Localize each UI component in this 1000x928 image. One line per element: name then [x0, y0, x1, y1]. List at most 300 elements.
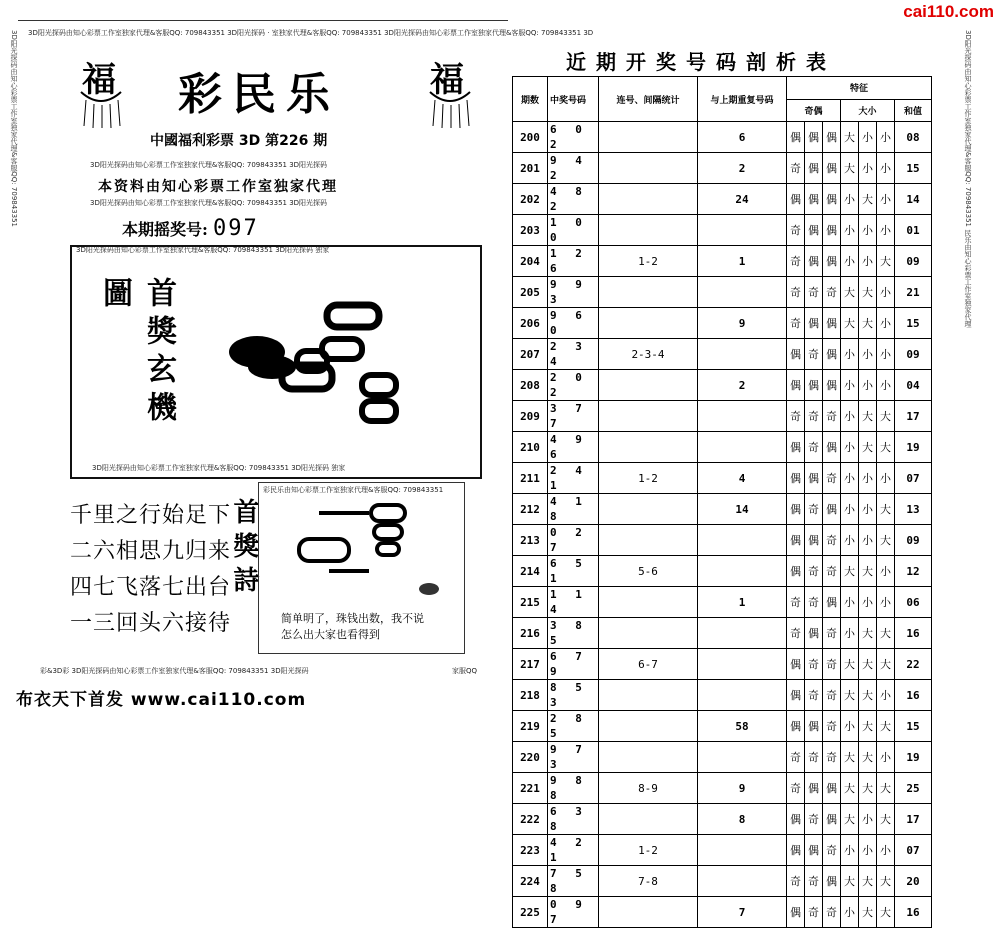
row-size: 大: [859, 618, 877, 649]
row-size: 小: [841, 835, 859, 866]
row-odd-even: 偶: [787, 680, 805, 711]
row-size: 大: [841, 277, 859, 308]
puzzle-vertical-title: 首獎玄機圖: [97, 277, 176, 429]
row-size: 小: [859, 246, 877, 277]
row-issue: 207: [513, 339, 548, 370]
row-odd-even: 奇: [787, 742, 805, 773]
row-repeat: [698, 680, 787, 711]
row-size: 小: [877, 742, 895, 773]
col-size: 大小: [841, 99, 895, 122]
poem-line: 二六相思九归来: [70, 539, 232, 564]
row-size: 大: [877, 432, 895, 463]
row-link: [599, 525, 698, 556]
row-link: 1-2: [599, 835, 698, 866]
row-odd-even: 奇: [805, 401, 823, 432]
row-sum: 09: [895, 339, 932, 370]
row-link: 1-2: [599, 246, 698, 277]
puzzle2-note-line: 简单明了，珠钱出数，我不说: [281, 612, 424, 625]
row-odd-even: 奇: [823, 556, 841, 587]
row-odd-even: 奇: [805, 804, 823, 835]
row-odd-even: 偶: [787, 804, 805, 835]
row-link: [599, 618, 698, 649]
row-number: 2 4 1: [548, 463, 599, 494]
row-size: 小: [877, 370, 895, 401]
col-sum: 和值: [895, 99, 932, 122]
table-row: [513, 773, 932, 804]
row-size: 大: [859, 680, 877, 711]
row-sum: 21: [895, 277, 932, 308]
row-number: 1 1 4: [548, 587, 599, 618]
puzzle-box: [70, 245, 482, 479]
row-odd-even: 偶: [805, 835, 823, 866]
row-issue: 205: [513, 277, 548, 308]
row-size: 大: [859, 897, 877, 928]
row-odd-even: 奇: [805, 897, 823, 928]
row-odd-even: 偶: [787, 897, 805, 928]
row-repeat: [698, 277, 787, 308]
row-number: 9 9 3: [548, 277, 599, 308]
row-issue: 217: [513, 649, 548, 680]
row-size: 小: [859, 339, 877, 370]
mini-banner: 3D阳光探码由知心彩票工作室独家代理&客服QQ: 709843351 3D阳光探码: [90, 161, 328, 169]
row-repeat: [698, 556, 787, 587]
row-odd-even: 奇: [805, 680, 823, 711]
row-repeat: 9: [698, 773, 787, 804]
row-size: 大: [859, 277, 877, 308]
row-size: 大: [841, 122, 859, 153]
mini-banner-2: 3D阳光探码由知心彩票工作室独家代理&客服QQ: 709843351 3D阳光探码: [90, 199, 328, 207]
row-size: 大: [877, 897, 895, 928]
row-odd-even: 偶: [823, 308, 841, 339]
row-odd-even: 偶: [787, 649, 805, 680]
row-size: 小: [859, 587, 877, 618]
row-number: 0 9 7: [548, 897, 599, 928]
right-side-strip: 3D阳光探码由知心彩票工作室独家代理&客服QQ: 709843351 民乐由知心彩票工作室独家代理: [964, 30, 972, 328]
row-odd-even: 偶: [823, 866, 841, 897]
issue-line: 中國福利彩票 3D 第226 期: [150, 133, 328, 149]
row-odd-even: 偶: [823, 432, 841, 463]
poem-line: 一三回头六接待: [70, 611, 232, 636]
row-odd-even: 奇: [805, 339, 823, 370]
table-row: [513, 153, 932, 184]
table-row: [513, 308, 932, 339]
row-sum: 20: [895, 866, 932, 897]
row-odd-even: 偶: [823, 339, 841, 370]
row-sum: 07: [895, 463, 932, 494]
row-link: 5-6: [599, 556, 698, 587]
row-number: 9 6 0: [548, 308, 599, 339]
row-odd-even: 奇: [805, 587, 823, 618]
draw-number-value: 097: [213, 216, 259, 241]
row-odd-even: 偶: [823, 184, 841, 215]
row-odd-even: 偶: [805, 122, 823, 153]
row-sum: 15: [895, 308, 932, 339]
puzzle-image-2: [289, 499, 459, 599]
left-side-strip: 3D阳光探码由知心彩票工作室独家代理&客服QQ: 709843351: [10, 30, 18, 227]
row-number: 2 3 4: [548, 339, 599, 370]
row-odd-even: 奇: [805, 432, 823, 463]
row-size: 小: [859, 463, 877, 494]
row-link: [599, 804, 698, 835]
row-odd-even: 偶: [823, 215, 841, 246]
row-number: 4 8 2: [548, 184, 599, 215]
puzzle-box-bottom-banner: 3D阳光探码由知心彩票工作室独家代理&客服QQ: 709843351 3D阳光探码 独家: [92, 464, 346, 472]
table-title: 近期开奖号码剖析表: [566, 50, 836, 74]
row-size: 大: [859, 432, 877, 463]
row-sum: 15: [895, 711, 932, 742]
history-table-body: [513, 122, 932, 928]
row-link: [599, 897, 698, 928]
row-issue: 221: [513, 773, 548, 804]
row-size: 小: [859, 804, 877, 835]
bottom-banner: 彩&3D彩 3D阳光探码由知心彩票工作室独家代理&客服QQ: 709843351 3D阳光探码: [40, 667, 309, 675]
row-repeat: [698, 835, 787, 866]
row-link: [599, 494, 698, 525]
row-size: 小: [877, 153, 895, 184]
top-banner: 3D阳光探码由知心彩票工作室独家代理&客服QQ: 709843351 3D阳光探码 · 室独家代理&客服QQ: 709843351 3D阳光探码由知心彩票工作室独家代理&客服QQ: 709843351 3D: [28, 29, 594, 37]
row-link: 7-8: [599, 866, 698, 897]
row-issue: 216: [513, 618, 548, 649]
row-sum: 16: [895, 680, 932, 711]
row-odd-even: 偶: [823, 494, 841, 525]
row-odd-even: 奇: [823, 525, 841, 556]
site-brand[interactable]: cai110.com: [903, 2, 994, 21]
table-row: [513, 680, 932, 711]
row-size: 小: [859, 370, 877, 401]
col-issue: 期数: [513, 77, 548, 122]
row-repeat: [698, 432, 787, 463]
col-number: 中奖号码: [548, 77, 599, 122]
row-size: 大: [877, 773, 895, 804]
table-row: [513, 711, 932, 742]
table-row: [513, 618, 932, 649]
row-odd-even: 奇: [823, 711, 841, 742]
row-number: 1 0 0: [548, 215, 599, 246]
table-row: [513, 835, 932, 866]
row-size: 小: [877, 556, 895, 587]
row-sum: 09: [895, 525, 932, 556]
row-size: 小: [877, 308, 895, 339]
row-repeat: 1: [698, 587, 787, 618]
row-link: [599, 680, 698, 711]
row-size: 小: [859, 153, 877, 184]
row-size: 小: [841, 618, 859, 649]
table-row: [513, 587, 932, 618]
row-link: [599, 432, 698, 463]
row-size: 大: [841, 866, 859, 897]
prize-poem: [70, 498, 231, 642]
row-number: 3 8 5: [548, 618, 599, 649]
row-odd-even: 偶: [823, 122, 841, 153]
row-odd-even: 奇: [823, 835, 841, 866]
row-odd-even: 偶: [805, 711, 823, 742]
row-odd-even: 奇: [787, 618, 805, 649]
row-repeat: 58: [698, 711, 787, 742]
row-repeat: [698, 525, 787, 556]
table-row: [513, 339, 932, 370]
row-odd-even: 奇: [805, 556, 823, 587]
row-odd-even: 偶: [805, 370, 823, 401]
row-odd-even: 奇: [823, 649, 841, 680]
row-link: 8-9: [599, 773, 698, 804]
table-row: [513, 494, 932, 525]
row-odd-even: 奇: [805, 649, 823, 680]
row-odd-even: 偶: [787, 835, 805, 866]
row-link: [599, 184, 698, 215]
row-repeat: 1: [698, 246, 787, 277]
row-number: 4 9 6: [548, 432, 599, 463]
row-repeat: [698, 215, 787, 246]
row-issue: 211: [513, 463, 548, 494]
row-odd-even: 偶: [805, 246, 823, 277]
row-odd-even: 偶: [787, 556, 805, 587]
row-odd-even: 偶: [787, 370, 805, 401]
table-row: [513, 866, 932, 897]
row-repeat: 24: [698, 184, 787, 215]
row-odd-even: 奇: [823, 742, 841, 773]
puzzle2-note-line: 怎么出大家也看得到: [281, 628, 380, 641]
row-size: 大: [841, 308, 859, 339]
poem-line: 四七飞落七出台: [70, 575, 232, 600]
row-size: 大: [859, 711, 877, 742]
row-repeat: 2: [698, 153, 787, 184]
row-size: 大: [859, 649, 877, 680]
row-size: 小: [859, 215, 877, 246]
row-size: 大: [877, 804, 895, 835]
row-size: 大: [877, 649, 895, 680]
puzzle-box-banner: 3D阳光探码由知心彩票工作室独家代理&客服QQ: 709843351 3D阳光探码 独家: [76, 246, 330, 254]
table-row: [513, 649, 932, 680]
top-divider: [18, 20, 508, 21]
row-odd-even: 奇: [787, 277, 805, 308]
row-size: 小: [877, 122, 895, 153]
row-odd-even: 奇: [805, 742, 823, 773]
fu-right-character: 福: [430, 60, 464, 100]
row-size: 大: [859, 401, 877, 432]
row-size: 小: [841, 463, 859, 494]
row-odd-even: 偶: [823, 370, 841, 401]
row-size: 大: [877, 494, 895, 525]
row-odd-even: 偶: [805, 525, 823, 556]
row-repeat: [698, 401, 787, 432]
row-issue: 219: [513, 711, 548, 742]
row-number: 6 3 8: [548, 804, 599, 835]
row-link: [599, 587, 698, 618]
row-issue: 225: [513, 897, 548, 928]
row-size: 大: [877, 401, 895, 432]
col-feature: 特征: [787, 77, 932, 100]
row-repeat: 7: [698, 897, 787, 928]
row-link: [599, 308, 698, 339]
row-odd-even: 偶: [787, 711, 805, 742]
row-issue: 200: [513, 122, 548, 153]
row-size: 小: [841, 184, 859, 215]
row-size: 大: [877, 246, 895, 277]
row-size: 小: [841, 432, 859, 463]
row-size: 小: [841, 494, 859, 525]
row-issue: 224: [513, 866, 548, 897]
puzzle-image-1: [212, 297, 442, 437]
row-odd-even: 偶: [823, 246, 841, 277]
row-number: 6 5 1: [548, 556, 599, 587]
fu-left-character: 福: [82, 60, 116, 100]
row-size: 大: [877, 618, 895, 649]
table-row: [513, 432, 932, 463]
row-number: 1 2 6: [548, 246, 599, 277]
puzzle2-banner: 彩民乐由知心彩票工作室独家代理&客服QQ: 709843351: [263, 486, 444, 494]
row-size: 小: [841, 215, 859, 246]
row-odd-even: 奇: [823, 463, 841, 494]
row-issue: 215: [513, 587, 548, 618]
row-size: 大: [841, 556, 859, 587]
row-number: 9 7 3: [548, 742, 599, 773]
row-size: 小: [877, 215, 895, 246]
row-repeat: 14: [698, 494, 787, 525]
row-size: 小: [859, 494, 877, 525]
row-size: 大: [859, 184, 877, 215]
lantern-left-icon: [76, 90, 126, 130]
row-size: 大: [859, 308, 877, 339]
row-size: 小: [877, 835, 895, 866]
row-link: [599, 711, 698, 742]
row-repeat: 6: [698, 122, 787, 153]
row-sum: 19: [895, 742, 932, 773]
table-row: [513, 804, 932, 835]
row-sum: 17: [895, 401, 932, 432]
table-row: [513, 215, 932, 246]
row-odd-even: 奇: [805, 277, 823, 308]
row-odd-even: 奇: [787, 587, 805, 618]
footer-url[interactable]: 布衣天下首发 www.cai110.com: [16, 690, 307, 710]
row-sum: 01: [895, 215, 932, 246]
row-size: 大: [877, 525, 895, 556]
row-repeat: [698, 649, 787, 680]
row-size: 大: [859, 556, 877, 587]
row-size: 大: [841, 742, 859, 773]
row-number: 2 0 2: [548, 370, 599, 401]
agent-line: 本资料由知心彩票工作室独家代理: [98, 179, 338, 195]
row-odd-even: 偶: [805, 308, 823, 339]
row-issue: 212: [513, 494, 548, 525]
table-row: [513, 277, 932, 308]
row-size: 大: [859, 866, 877, 897]
row-issue: 203: [513, 215, 548, 246]
row-size: 小: [877, 463, 895, 494]
table-row: [513, 897, 932, 928]
row-sum: 15: [895, 153, 932, 184]
row-sum: 14: [895, 184, 932, 215]
row-odd-even: 奇: [823, 680, 841, 711]
row-number: 4 2 1: [548, 835, 599, 866]
row-size: 小: [877, 277, 895, 308]
row-link: [599, 153, 698, 184]
row-sum: 06: [895, 587, 932, 618]
row-size: 小: [859, 122, 877, 153]
poem-title: 首獎詩: [229, 498, 259, 600]
row-issue: 222: [513, 804, 548, 835]
puzzle2-note: [281, 611, 424, 643]
row-issue: 210: [513, 432, 548, 463]
row-size: 小: [841, 246, 859, 277]
draw-number-row: [122, 216, 259, 241]
row-sum: 12: [895, 556, 932, 587]
row-odd-even: 奇: [805, 494, 823, 525]
row-number: 9 8 8: [548, 773, 599, 804]
row-issue: 214: [513, 556, 548, 587]
row-odd-even: 奇: [823, 401, 841, 432]
row-number: 4 1 8: [548, 494, 599, 525]
row-odd-even: 偶: [823, 153, 841, 184]
row-odd-even: 偶: [787, 339, 805, 370]
row-number: 2 8 5: [548, 711, 599, 742]
row-odd-even: 奇: [787, 246, 805, 277]
row-odd-even: 偶: [805, 463, 823, 494]
row-odd-even: 偶: [787, 463, 805, 494]
row-link: [599, 370, 698, 401]
table-row: [513, 184, 932, 215]
row-size: 大: [841, 649, 859, 680]
row-number: 6 0 2: [548, 122, 599, 153]
row-link: [599, 401, 698, 432]
bottom-tag: 家服QQ: [452, 667, 478, 675]
row-size: 大: [877, 866, 895, 897]
row-issue: 213: [513, 525, 548, 556]
row-sum: 19: [895, 432, 932, 463]
row-size: 大: [841, 773, 859, 804]
row-link: [599, 742, 698, 773]
row-odd-even: 偶: [823, 773, 841, 804]
col-link: 连号、间隔统计: [599, 77, 698, 122]
row-odd-even: 奇: [823, 277, 841, 308]
row-sum: 08: [895, 122, 932, 153]
row-issue: 209: [513, 401, 548, 432]
row-size: 小: [877, 184, 895, 215]
row-link: [599, 122, 698, 153]
row-size: 小: [859, 835, 877, 866]
col-odd-even: 奇偶: [787, 99, 841, 122]
row-repeat: [698, 339, 787, 370]
row-size: 小: [841, 401, 859, 432]
table-row: [513, 401, 932, 432]
row-size: 大: [859, 742, 877, 773]
row-link: 1-2: [599, 463, 698, 494]
row-repeat: 8: [698, 804, 787, 835]
row-sum: 16: [895, 897, 932, 928]
row-link: [599, 215, 698, 246]
row-number: 6 7 9: [548, 649, 599, 680]
row-sum: 07: [895, 835, 932, 866]
row-repeat: [698, 742, 787, 773]
row-odd-even: 奇: [823, 897, 841, 928]
row-sum: 25: [895, 773, 932, 804]
row-sum: 09: [895, 246, 932, 277]
row-size: 小: [841, 525, 859, 556]
row-odd-even: 偶: [787, 494, 805, 525]
table-row: [513, 370, 932, 401]
row-size: 大: [841, 153, 859, 184]
row-odd-even: 奇: [787, 773, 805, 804]
row-size: 大: [841, 680, 859, 711]
row-odd-even: 偶: [823, 587, 841, 618]
row-size: 小: [859, 525, 877, 556]
row-odd-even: 奇: [787, 401, 805, 432]
row-odd-even: 偶: [787, 432, 805, 463]
row-size: 小: [841, 587, 859, 618]
row-link: [599, 277, 698, 308]
row-repeat: [698, 866, 787, 897]
row-repeat: 2: [698, 370, 787, 401]
masthead-title: 彩民乐: [178, 69, 340, 120]
